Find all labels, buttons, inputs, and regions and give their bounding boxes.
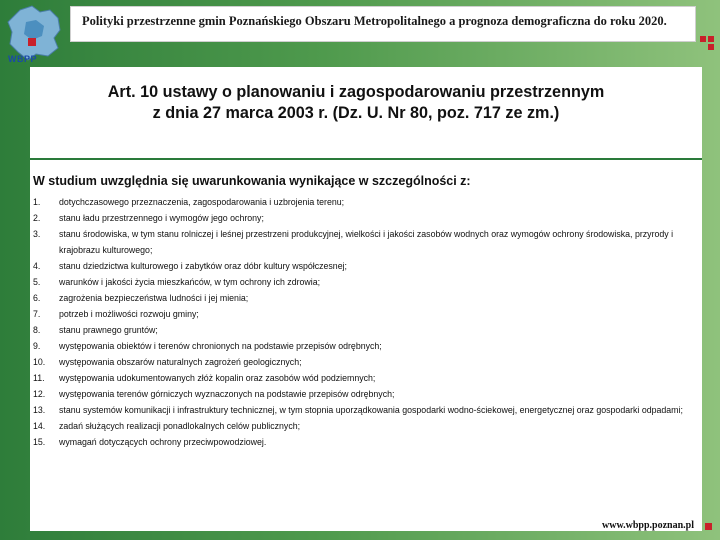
- list-item-text: stanu systemów komunikacji i infrastruktury technicznej, w tym stopnia uporządkowania gospodarki wodno-ściekowej, energetycznej oraz gospodarki odpadami;: [59, 405, 683, 415]
- list-item-number: 1.: [33, 197, 41, 207]
- list-item-text: stanu środowiska, w tym stanu rolniczej i leśnej przestrzeni produkcyjnej, wielkości i jakości zasobów wodnych oraz wymogów ochrony środowiska, przyrody i krajobrazu kulturowego;: [59, 229, 674, 255]
- list-item-text: wymagań dotyczących ochrony przeciwpowodziowej.: [59, 437, 267, 447]
- list-item-number: 5.: [33, 277, 41, 287]
- list-item: [33, 434, 693, 450]
- list-item: [33, 354, 693, 370]
- slide-title-line-1: Art. 10 ustawy o planowaniu i zagospodarowaniu przestrzennym: [107, 83, 605, 101]
- list-item-text: warunków i jakości życia mieszkańców, w tym ochrony ich zdrowia;: [59, 277, 321, 287]
- list-item: [33, 226, 693, 258]
- list-item: [33, 370, 693, 386]
- list-item-number: 14.: [33, 421, 46, 431]
- list-item-text: stanu prawnego gruntów;: [59, 325, 158, 335]
- list-item-text: zagrożenia bezpieczeństwa ludności i jej mienia;: [59, 293, 249, 303]
- footer-url[interactable]: www.wbpp.poznan.pl: [602, 520, 694, 531]
- title-divider: [30, 158, 702, 160]
- list-item-number: 13.: [33, 405, 46, 415]
- list-item-number: 12.: [33, 389, 46, 399]
- list-item-text: występowania terenów górniczych wyznaczonych na podstawie przepisów odrębnych;: [59, 389, 395, 399]
- list-item-number: 3.: [33, 229, 41, 239]
- list-item: [33, 194, 693, 210]
- list-item-text: potrzeb i możliwości rozwoju gminy;: [59, 309, 199, 319]
- conditions-list: [33, 194, 693, 450]
- list-item-text: stanu dziedzictwa kulturowego i zabytków oraz dóbr kultury współczesnej;: [59, 261, 347, 271]
- corner-squares-decoration: [700, 36, 716, 50]
- list-item-text: występowania udokumentowanych złóż kopalin oraz zasobów wód podziemnych;: [59, 373, 376, 383]
- list-item-number: 4.: [33, 261, 41, 271]
- list-item-text: występowania obiektów i terenów chronionych na podstawie przepisów odrębnych;: [59, 341, 382, 351]
- list-item-number: 2.: [33, 213, 41, 223]
- list-item-number: 7.: [33, 309, 41, 319]
- list-item: [33, 258, 693, 274]
- list-item-text: zadań służących realizacji ponadlokalnych celów publicznych;: [59, 421, 301, 431]
- list-item-number: 6.: [33, 293, 41, 303]
- list-item-text: dotychczasowego przeznaczenia, zagospodarowania i uzbrojenia terenu;: [59, 197, 345, 207]
- list-item: [33, 274, 693, 290]
- list-item-text: występowania obszarów naturalnych zagrożeń geologicznych;: [59, 357, 302, 367]
- list-item: [33, 290, 693, 306]
- slide-title-line-2: z dnia 27 marca 2003 r. (Dz. U. Nr 80, poz. 717 ze zm.): [152, 104, 560, 122]
- list-item-number: 9.: [33, 341, 41, 351]
- logo-text: WBPP: [8, 54, 37, 64]
- slide-title: [30, 82, 682, 124]
- list-item-text: stanu ładu przestrzennego i wymogów jego ochrony;: [59, 213, 264, 223]
- list-item: [33, 210, 693, 226]
- list-item-number: 10.: [33, 357, 46, 367]
- list-item-number: 15.: [33, 437, 46, 447]
- intro-text: W studium uwzględnia się uwarunkowania wynikające w szczególności z:: [33, 174, 471, 188]
- list-item-number: 11.: [33, 373, 45, 383]
- list-item: [33, 402, 693, 418]
- list-item-number: 8.: [33, 325, 41, 335]
- list-item: [33, 338, 693, 354]
- footer-square-decoration: [705, 523, 712, 530]
- list-item: [33, 306, 693, 322]
- list-item: [33, 418, 693, 434]
- list-item: [33, 386, 693, 402]
- list-item: [33, 322, 693, 338]
- header-title: Polityki przestrzenne gmin Poznańskiego Obszaru Metropolitalnego a prognoza demograficzna do roku 2020.: [82, 14, 667, 28]
